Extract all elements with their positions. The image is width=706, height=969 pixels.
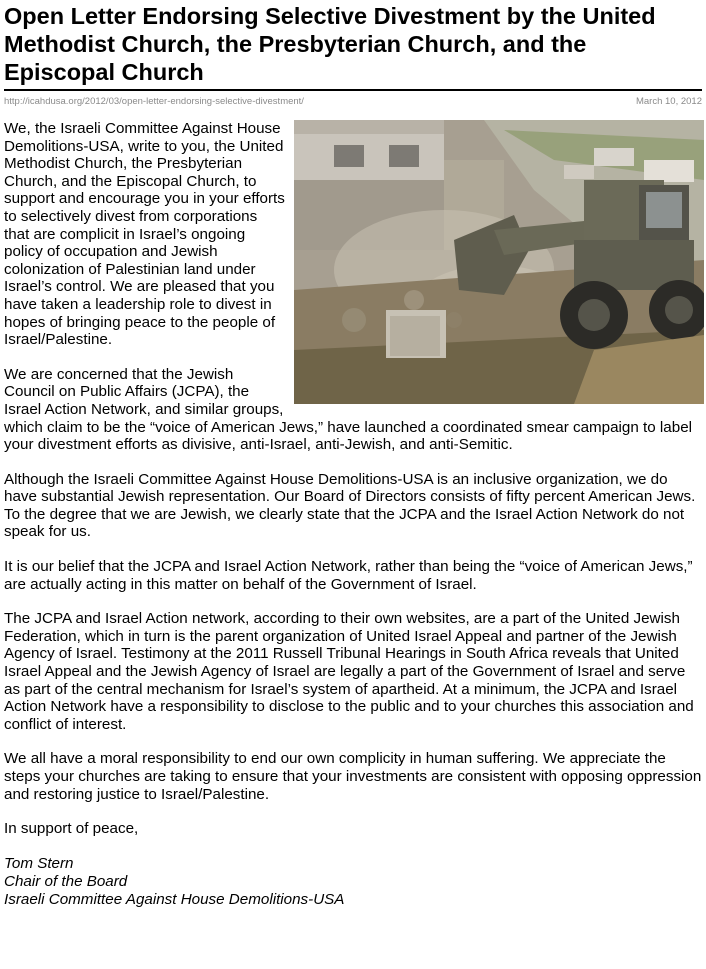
signer-organization: Israeli Committee Against House Demolitions-USA (4, 890, 345, 908)
closing-line: In support of peace, (4, 820, 139, 838)
paragraph: Although the Israeli Committee Against House Demolitions-USA is an inclusive organization, we do have substantial Jewish representation. Our Board of Directors consists of fifty percent American Jews. To the degree that we are Jewish, we clearly state that the JCPA and the Israel Action Network do not speak for us. (4, 470, 696, 541)
page-title: Open Letter Endorsing Selective Divestment by the United Methodist Church, the Presbyterian Church, and the Episcopal Church (4, 3, 656, 85)
paragraph: It is our belief that the JCPA and Israel Action Network, rather than being the “voice of American Jews,” are actually acting in this matter on behalf of the Government of Israel. (4, 558, 693, 593)
title-divider (4, 89, 702, 91)
publish-date: March 10, 2012 (635, 96, 702, 107)
source-url-link[interactable]: http://icahdusa.org/2012/03/open-letter-endorsing-selective-divestment/ (4, 96, 304, 107)
article-meta (4, 96, 702, 110)
paragraph: We are concerned that the Jewish Council on Public Affairs (JCPA), the Israel Action Network, and similar groups, which claim to be the “voice of American Jews,” have launched a coordinated smear campaign to label your divestment efforts as divisive, anti-Israel, anti-Jewish, and anti-Semitic. (4, 365, 693, 454)
paragraph: We, the Israeli Committee Against House Demolitions-USA, write to you, the United Methodist Church, the Presbyterian Church, and the Episcopal Church, to support and encourage you in your efforts to selectively divest from corporations that are complicit in Israel’s ongoing policy of occupation and Jewish colonization of Palestinian land under Israel’s control. We are pleased that you have taken a leadership role to divest in hopes of bringing peace to the people of Israel/Palestine. (4, 120, 285, 349)
bulldozer-demolition-photo (294, 120, 704, 404)
paragraph: We all have a moral responsibility to end our own complicity in human suffering. We appreciate the steps your churches are taking to ensure that your investments are consistent with opposing oppression and restoring justice to Israel/Palestine. (4, 750, 702, 803)
paragraph: The JCPA and Israel Action network, according to their own websites, are a part of the United Jewish Federation, which in turn is the parent organization of United Israel Appeal and partner of the Jewish Agency of Israel. Testimony at the 2011 Russell Tribunal Hearings in South Africa reveals that United Israel Appeal and the Jewish Agency of Israel are legally a part of the Government of Israel and serve as part of the central mechanism for Israel’s system of apartheid. At a minimum, the JCPA and Israel Action Network have a responsibility to disclose to the public and to your churches this association and conflict of interest. (4, 610, 694, 733)
signature-block (4, 855, 702, 909)
signer-role: Chair of the Board (4, 872, 128, 890)
signer-name: Tom Stern (4, 854, 74, 872)
letter-body (4, 120, 702, 909)
